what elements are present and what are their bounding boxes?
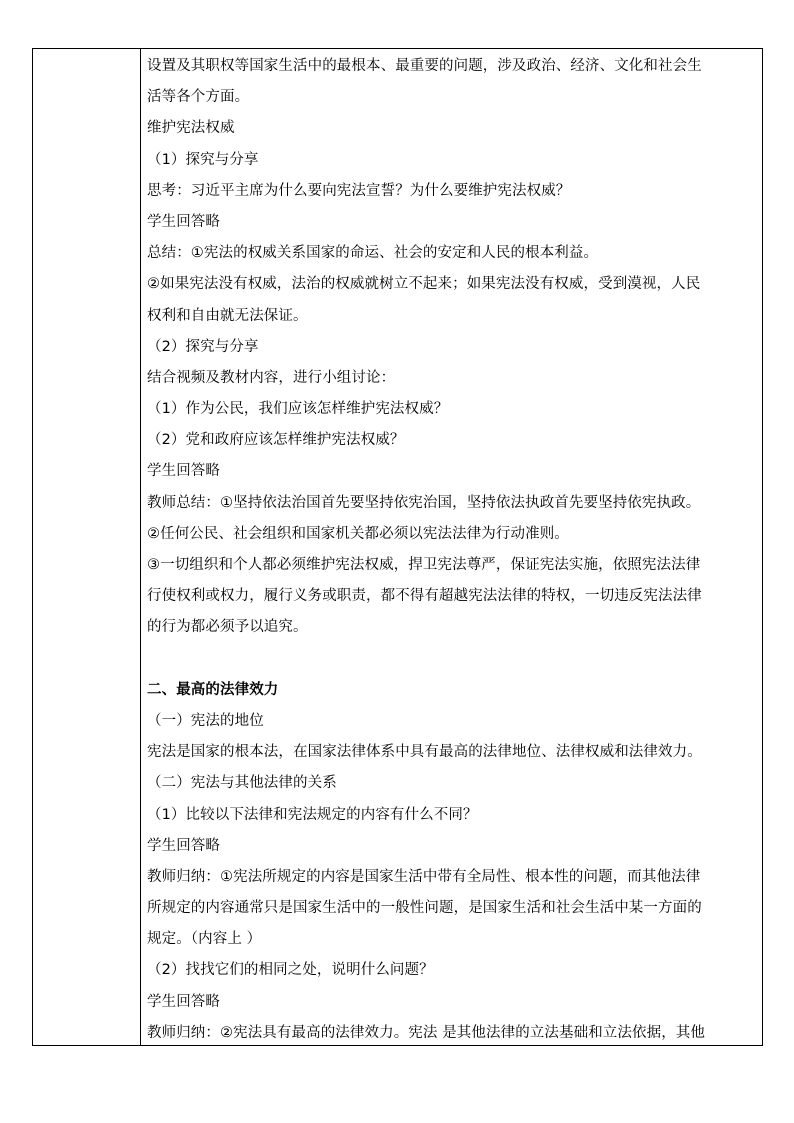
text-line: （一）宪法的地位 xyxy=(147,712,264,729)
text-line: 规定。（内容上 ） xyxy=(147,931,262,948)
text-line: （1）比较以下法律和宪法规定的内容有什么不同？ xyxy=(147,806,478,823)
text-line: （2）找找它们的相同之处，说明什么问题？ xyxy=(147,962,434,979)
text-line: 教师总结：①坚持依法治国首先要坚持依宪治国，坚持依法执政首先要坚持依宪执政。 xyxy=(147,494,701,511)
blank-line xyxy=(147,644,759,675)
text-line: 所规定的内容通常只是国家生活中的一般性问题，是国家生活和社会生活中某一方面的 xyxy=(147,900,702,917)
text-line: （2）探究与分享 xyxy=(147,338,259,355)
text-line: 行使权利或权力，履行义务或职责，都不得有超越宪法法律的特权，一切违反宪法法律 xyxy=(147,588,702,605)
text-line: ③一切组织和个人都必须维护宪法权威，捍卫宪法尊严，保证宪法实施，依照宪法法律 xyxy=(147,557,701,573)
text-line: 学生回答略 xyxy=(147,993,220,1010)
text-line: ②任何公民、社会组织和国家机关都必须以宪法法律为行动准则。 xyxy=(147,525,569,542)
text-line: 学生回答略 xyxy=(147,837,220,854)
lesson-content xyxy=(147,51,759,1049)
text-line: 权利和自由就无法保证。 xyxy=(147,307,308,324)
text-line: 教师归纳：①宪法所规定的内容是国家生活中带有全局性、根本性的问题，而其他法律 xyxy=(147,868,701,885)
section-title: 二、最高的法律效力 xyxy=(147,681,279,698)
column-divider xyxy=(140,49,141,1045)
text-line: 的行为都必须予以追究。 xyxy=(147,619,308,636)
text-line: 活等各个方面。 xyxy=(147,89,250,106)
text-line: 学生回答略 xyxy=(147,463,220,480)
lesson-table xyxy=(32,48,763,1046)
text-line: ②如果宪法没有权威，法治的权威就树立不起来；如果宪法没有权威，受到漠视，人民 xyxy=(147,276,701,293)
text-line: 总结：①宪法的权威关系国家的命运、社会的安定和人民的根本利益。 xyxy=(147,245,599,262)
text-line: （二）宪法与其他法律的关系 xyxy=(147,775,337,792)
text-line: （1）探究与分享 xyxy=(147,151,259,168)
text-line: （2）党和政府应该怎样维护宪法权威？ xyxy=(147,432,405,449)
text-line: 结合视频及教材内容，进行小组讨论： xyxy=(147,369,396,386)
text-line: 宪法是国家的根本法，在国家法律体系中具有最高的法律地位、法律权威和法律效力。 xyxy=(147,744,702,761)
section-heading: 维护宪法权威 xyxy=(147,120,235,137)
text-line: 教师归纳：②宪法具有最高的法律效力。宪法 是其他法律的立法基础和立法依据，其他 xyxy=(147,1024,706,1041)
text-line: （1）作为公民，我们应该怎样维护宪法权威？ xyxy=(147,401,449,418)
text-line: 设置及其职权等国家生活中的最根本、最重要的问题，涉及政治、经济、文化和社会生 xyxy=(147,58,702,74)
text-line: 思考：习近平主席为什么要向宪法宣誓？为什么要维护宪法权威？ xyxy=(147,182,571,199)
text-line: 学生回答略 xyxy=(147,213,220,230)
